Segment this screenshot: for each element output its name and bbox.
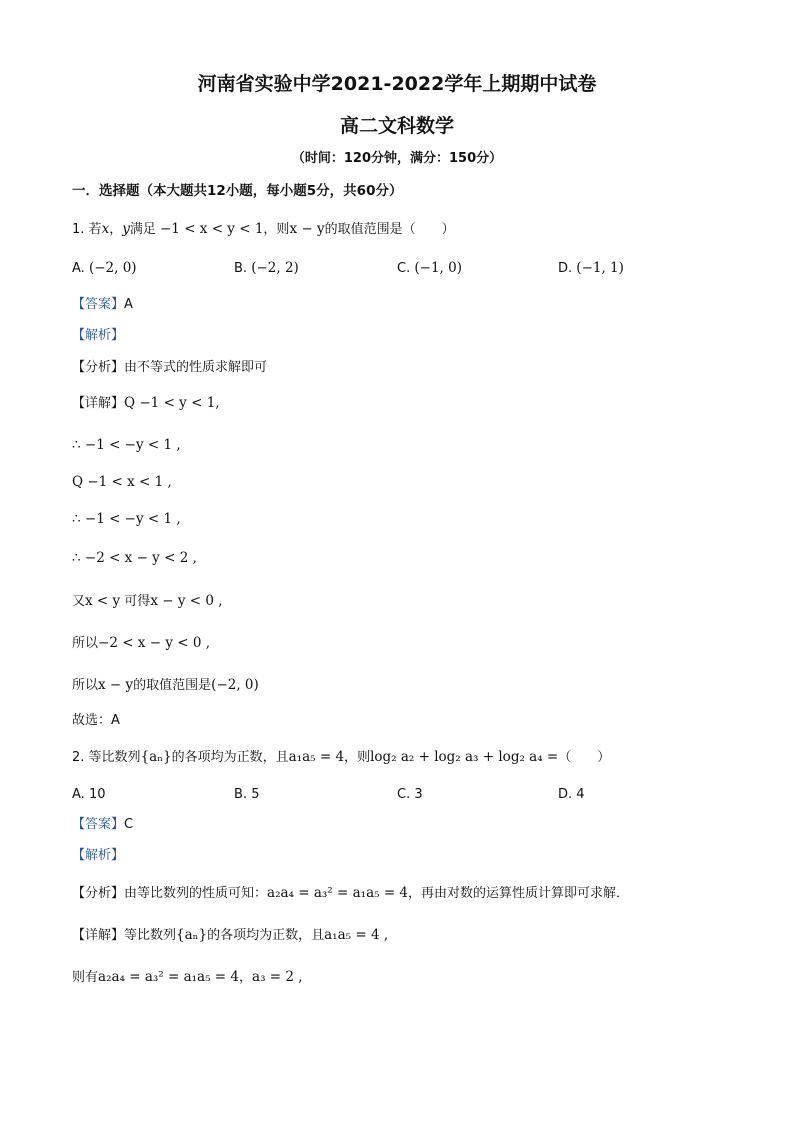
q1-step-1: Q −1 < y < 1, [124, 395, 220, 411]
q1-step-5: ∴ −2 < x − y < 2 , [72, 550, 197, 566]
q2-last-line: 则有a₂a₄ = a₃² = a₁a₅ = 4，a₃ = 2 , [72, 969, 303, 985]
q1-expression: x − y [289, 221, 325, 237]
q2-fenxi: 【分析】由等比数列的性质可知：a₂a₄ = a₃² = a₁a₅ = 4，再由对数的运算性质计算即可求解． [72, 885, 630, 901]
time-note: （时间：120分钟，满分：150分） [291, 151, 503, 166]
q2-option-a: A. 10 [72, 787, 106, 802]
fenxi-text: 由不等式的性质求解即可 [124, 360, 268, 375]
q1-text-d: 的取值范围是（ ） [324, 222, 455, 237]
q1-step-8: 所以x − y的取值范围是(−2, 0) [72, 677, 259, 693]
q2-option-c: C. 3 [397, 787, 423, 802]
page-subtitle: 高二文科数学 [339, 115, 454, 137]
q1-step-3: Q −1 < x < 1 , [72, 474, 172, 490]
fenxi-tag: 【分析】 [72, 360, 125, 375]
q1-answer [72, 296, 133, 314]
q1-choose: 故选：A [72, 713, 120, 728]
q2-option-b: B. 5 [234, 787, 260, 802]
q1-var-x: x [101, 221, 110, 237]
q1-option-d: D. (−1, 1) [558, 260, 624, 276]
q1-step-4: ∴ −1 < −y < 1 , [72, 511, 181, 527]
q2-answer [72, 816, 133, 834]
section-heading: 一．选择题（本大题共12小题，每小题5分，共60分） [72, 183, 403, 199]
question-number: 1. [72, 222, 85, 237]
q1-var-y: y [122, 221, 130, 237]
question-2: 2. 等比数列{aₙ}的各项均为正数，且a₁a₅ = 4，则log₂ a₂ + log₂ a₃ + log₂ a₄ =（ ） [72, 749, 611, 765]
q2-sequence: {aₙ} [140, 749, 172, 765]
q2-detail: 【详解】等比数列{aₙ}的各项均为正数，且a₁a₅ = 4 , [72, 927, 389, 943]
q2-condition: a₁a₅ = 4 [288, 749, 345, 765]
q2-analysis-tag: 【解析】 [72, 848, 125, 863]
q2-option-d: D. 4 [558, 787, 585, 802]
q1-text-c: ，则 [263, 222, 290, 237]
answer-value: A [124, 297, 133, 312]
answer-tag: 【答案】 [72, 297, 125, 312]
q1-condition: −1 < x < y < 1 [160, 221, 264, 237]
q1-sep: ， [109, 222, 123, 237]
q1-text-a: 若 [88, 222, 102, 237]
q1-option-b: B. (−2, 2) [234, 260, 299, 276]
question-number: 2. [72, 750, 85, 765]
detail-tag: 【详解】 [72, 396, 125, 411]
q1-step-6: 又x < y 可得x − y < 0 , [72, 593, 223, 609]
q1-option-a: A. (−2, 0) [72, 260, 137, 276]
q2-fenxi-math: a₂a₄ = a₃² = a₁a₅ = 4 [267, 885, 409, 901]
q1-step-7: 所以−2 < x − y < 0 , [72, 635, 211, 651]
q1-step-2: ∴ −1 < −y < 1 , [72, 437, 181, 453]
q2-expression: log₂ a₂ + log₂ a₃ + log₂ a₄ = [370, 749, 559, 765]
answer-value: C [124, 817, 134, 832]
q1-detail [72, 394, 220, 413]
q1-text-b: 满足 [129, 222, 156, 237]
q1-fenxi [72, 359, 267, 377]
q1-analysis-tag: 【解析】 [72, 328, 125, 343]
page-title: 河南省实验中学2021-2022学年上期期中试卷 [197, 73, 597, 95]
question-1 [72, 220, 455, 239]
q1-option-c: C. (−1, 0) [397, 260, 462, 276]
answer-tag: 【答案】 [72, 817, 125, 832]
